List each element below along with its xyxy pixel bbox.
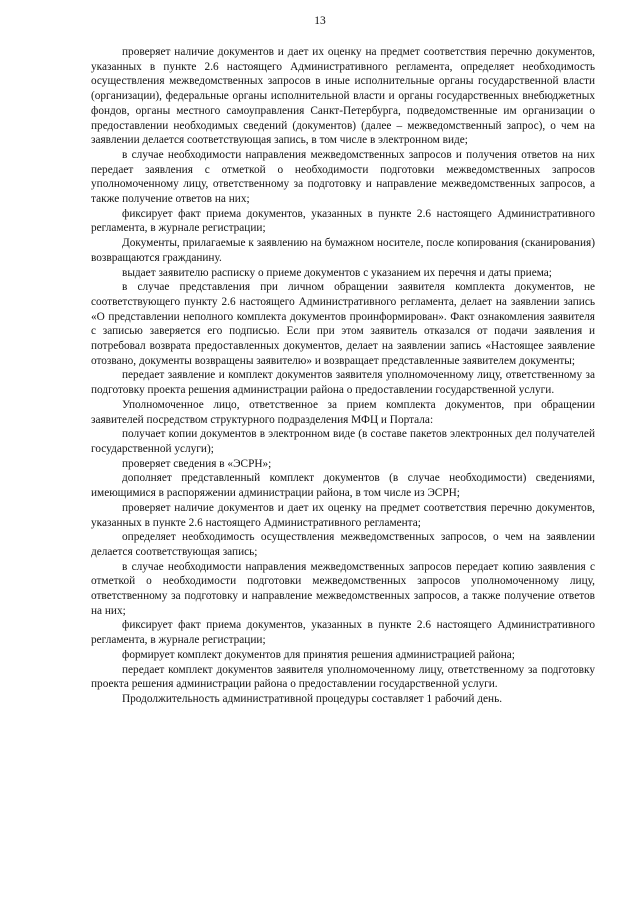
paragraph-3: фиксирует факт приема документов, указанных в пункте 2.6 настоящего Административного регламента, в журнале регистрации;	[91, 207, 595, 235]
paragraph-14: в случае необходимости направления межведомственных запросов передает копию заявления с отметкой о необходимости подготовки межведомственных запросов уполномоченному лицу, ответственному за подготовку и направление межведомственных запросов, а также получение ответов на них;	[91, 560, 595, 617]
body-text	[91, 45, 595, 707]
paragraph-2: в случае необходимости направления межведомственных запросов и получения ответов на них передает заявления с отметкой о необходимости подготовки межведомственных запросов уполномоченному лицу, ответственному за подготовку и направление межведомственных запросов, а также получение ответов на них;	[91, 148, 595, 206]
paragraph-1: проверяет наличие документов и дает их оценку на предмет соответствия перечню документов, указанных в пункте 2.6 настоящего Административного регламента, определяет необходимость осуществления межведомственных запросов в иные исполнительные органы государственной власти (организации), федеральные органы исполнительной власти и органы государственных внебюджетных фондов, органы местного самоуправления Санкт-Петербурга, подведомственные им организации о предоставлении необходимых сведений (документов) (далее – межведомственный запрос), о чем на заявлении делается соответствующая запись, в том числе в электронном виде;	[91, 46, 595, 147]
paragraph-13: определяет необходимость осуществления межведомственных запросов, о чем на заявлении делается соответствующая запись;	[91, 531, 595, 558]
paragraph-16: формирует комплект документов для принятия решения администрацией района;	[122, 648, 515, 661]
paragraph-8: Уполномоченное лицо, ответственное за прием комплекта документов, при обращении заявителей посредством структурного подразделения МФЦ и Портала:	[91, 398, 595, 426]
page-number: 13	[314, 15, 326, 27]
paragraph-10: проверяет сведения в «ЭСРН»;	[122, 457, 272, 470]
paragraph-6: в случае представления при личном обращении заявителя комплекта документов, не соответствующего пункту 2.6 настоящего Административного регламента, делает на заявлении запись «О представлении неполного комплекта документов проинформирован». Факт ознакомления заявителя с записью заверяется его подписью. Если при этом заявитель отказался от подачи заявления и потребовал возврата предоставленных документов, делает на заявлении запись «Настоящее заявление отозвано, документы возвращены заявителю» и возвращает представленные заявителем документы;	[91, 281, 595, 367]
paragraph-17: передает комплект документов заявителя уполномоченному лицу, ответственному за подготовку проекта решения администрации района о предоставлении государственной услуги.	[91, 663, 595, 691]
paragraph-15: фиксирует факт приема документов, указанных в пункте 2.6 настоящего Административного регламента, в журнале регистрации;	[91, 619, 595, 647]
paragraph-4: Документы, прилагаемые к заявлению на бумажном носителе, после копирования (сканирования) возвращаются гражданину.	[91, 237, 595, 264]
paragraph-12: проверяет наличие документов и дает их оценку на предмет соответствия перечню документов, указанных в пункте 2.6 настоящего Административного регламента;	[91, 501, 595, 529]
paragraph-5: выдает заявителю расписку о приеме документов с указанием их перечня и даты приема;	[122, 266, 552, 279]
paragraph-11: дополняет представленный комплект документов (в случае необходимости) сведениями, имеющимися в распоряжении администрации района, в том числе из ЭСРН;	[91, 472, 595, 500]
paragraph-18: Продолжительность административной процедуры составляет 1 рабочий день.	[122, 692, 503, 705]
paragraph-7: передает заявление и комплект документов заявителя уполномоченному лицу, ответственному за подготовку проекта решения администрации района о предоставлении государственной услуги.	[91, 369, 595, 397]
paragraph-9: получает копии документов в электронном виде (в составе пакетов электронных дел получателей государственной услуги);	[91, 428, 595, 455]
